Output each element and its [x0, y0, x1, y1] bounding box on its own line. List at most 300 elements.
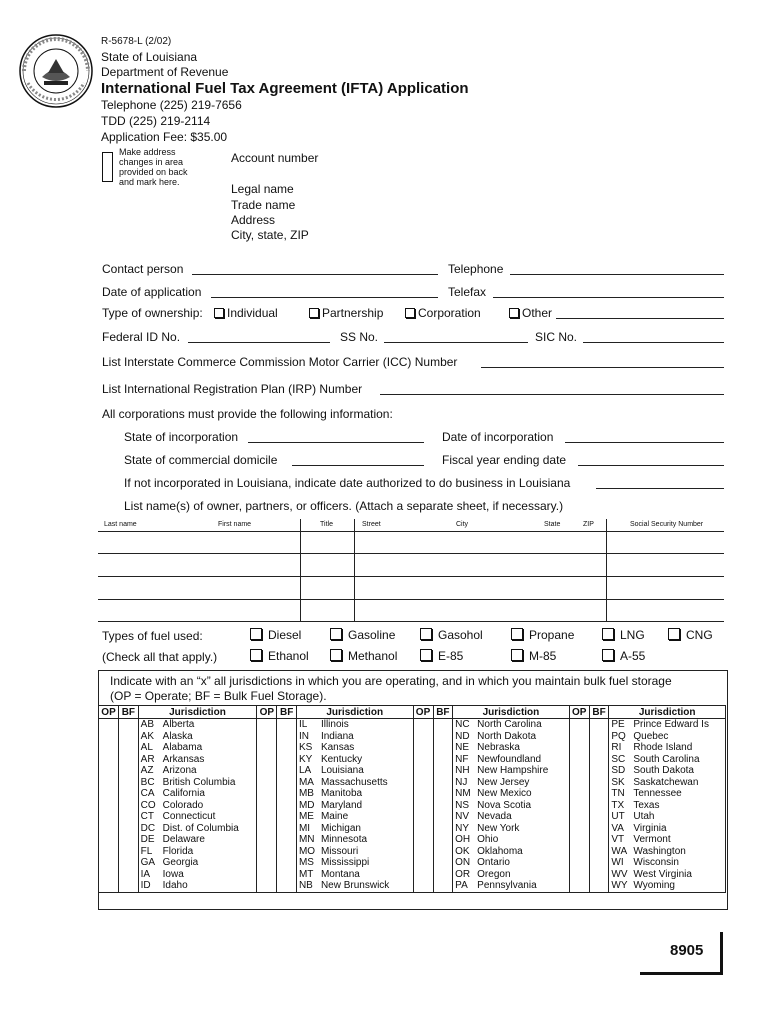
telephone-field[interactable] [510, 260, 724, 275]
bf-cell[interactable] [589, 719, 609, 731]
state-of-domicile-field[interactable] [292, 451, 424, 466]
bf-cell[interactable] [277, 742, 297, 754]
jurisdiction-row [99, 869, 726, 881]
jurisdiction-cell [138, 869, 257, 881]
jurisdiction-cell [138, 754, 257, 766]
op-cell[interactable] [257, 811, 277, 823]
op-cell[interactable] [569, 788, 589, 800]
op-cell[interactable] [99, 719, 119, 731]
jurisdiction-code: ND [455, 730, 470, 742]
bf-cell[interactable] [277, 880, 297, 892]
op-cell[interactable] [257, 788, 277, 800]
bf-cell[interactable] [277, 811, 297, 823]
jurisdiction-name: Kentucky [320, 753, 363, 765]
owner-header-first-name: First name [218, 521, 252, 528]
bf-cell[interactable] [589, 765, 609, 777]
op-cell[interactable] [413, 869, 433, 881]
op-cell[interactable] [569, 731, 589, 743]
jurisdiction-name: Newfoundland [477, 753, 542, 765]
bf-header: BF [433, 706, 453, 719]
bf-cell[interactable] [277, 823, 297, 835]
date-of-application-label: Date of application [102, 285, 202, 299]
jurisdiction-name: Missouri [320, 845, 359, 857]
op-cell[interactable] [413, 811, 433, 823]
jurisdiction-code: OH [455, 834, 471, 845]
op-cell[interactable] [257, 765, 277, 777]
bf-cell[interactable] [119, 719, 139, 731]
jurisdictions-instruction-1: Indicate with an “x” all jurisdictions in which you are operating, and in which you maintain bulk fuel storage [110, 674, 672, 688]
op-cell[interactable] [257, 869, 277, 881]
owner-header-street: Street [362, 521, 381, 528]
op-cell[interactable] [99, 811, 119, 823]
bf-cell[interactable] [433, 834, 453, 846]
fuel-types-label: Types of fuel used: [102, 629, 203, 643]
jurisdiction-header: Jurisdiction [453, 706, 570, 719]
op-cell[interactable] [569, 754, 589, 766]
form-title: International Fuel Tax Agreement (IFTA) Application [101, 80, 469, 97]
op-cell[interactable] [99, 869, 119, 881]
jurisdiction-row [99, 788, 726, 800]
diesel-checkbox[interactable] [250, 628, 262, 640]
op-cell[interactable] [413, 880, 433, 892]
jurisdiction-code: DE [140, 834, 155, 845]
bf-cell[interactable] [589, 777, 609, 789]
op-cell[interactable] [413, 765, 433, 777]
jurisdiction-name: North Carolina [477, 719, 542, 730]
corner-mark [640, 972, 723, 975]
jurisdiction-code: VA [611, 822, 624, 834]
jurisdiction-cell [296, 731, 413, 743]
op-cell[interactable] [257, 880, 277, 892]
owner-row-1[interactable] [98, 532, 724, 553]
jurisdiction-code: AR [140, 753, 155, 765]
op-cell[interactable] [257, 823, 277, 835]
fiscal-year-field[interactable] [578, 451, 724, 466]
m85-checkbox[interactable] [511, 649, 523, 661]
jurisdiction-code: ID [140, 880, 151, 891]
jurisdiction-code: TN [611, 788, 625, 799]
jurisdiction-row [99, 765, 726, 777]
propane-checkbox[interactable] [511, 628, 523, 640]
op-cell[interactable] [257, 800, 277, 812]
jurisdiction-name: Vermont [633, 834, 671, 845]
jurisdiction-code: SK [611, 776, 625, 788]
op-cell[interactable] [257, 719, 277, 731]
jurisdiction-name: Wyoming [633, 880, 675, 891]
jurisdiction-name: Tennessee [633, 788, 682, 799]
application-fee: Application Fee: $35.00 [101, 130, 228, 144]
bf-cell[interactable] [433, 754, 453, 766]
form-code: 8905 [670, 942, 704, 959]
state-of-incorporation-label: State of incorporation [124, 430, 239, 444]
jurisdiction-code: OK [455, 845, 470, 857]
jurisdiction-name: New York [477, 822, 520, 834]
federal-id-field[interactable] [188, 328, 330, 343]
jurisdiction-code: UT [611, 811, 625, 822]
bf-cell[interactable] [119, 788, 139, 800]
jurisdiction-cell [453, 754, 570, 766]
address-change-checkbox[interactable] [102, 152, 113, 182]
jurisdiction-code: AZ [140, 765, 154, 776]
jurisdiction-row [99, 846, 726, 858]
op-cell[interactable] [413, 731, 433, 743]
op-cell[interactable] [99, 788, 119, 800]
bf-cell[interactable] [119, 823, 139, 835]
bf-cell[interactable] [277, 777, 297, 789]
contact-person-label: Contact person [102, 262, 184, 276]
jurisdiction-cell [609, 823, 726, 835]
jurisdiction-name: Prince Edward Is [633, 719, 709, 730]
jurisdiction-name: Iowa [162, 868, 184, 880]
bf-cell[interactable] [433, 765, 453, 777]
jurisdiction-code: NJ [455, 776, 468, 788]
fuel-diesel-option[interactable]: Diesel [250, 628, 301, 642]
bf-cell[interactable] [277, 719, 297, 731]
op-cell[interactable] [413, 777, 433, 789]
jurisdiction-cell [138, 857, 257, 869]
jurisdiction-code: TX [611, 799, 625, 811]
bf-cell[interactable] [433, 857, 453, 869]
op-cell[interactable] [99, 777, 119, 789]
op-cell[interactable] [99, 800, 119, 812]
not-incorporated-label: If not incorporated in Louisiana, indicate date authorized to do business in Louisiana [124, 476, 571, 490]
bf-cell[interactable] [119, 834, 139, 846]
jurisdiction-name: Kansas [320, 742, 355, 753]
jurisdiction-code: IA [140, 868, 151, 880]
jurisdiction-code: LA [298, 765, 312, 776]
jurisdiction-name: Maine [320, 811, 349, 822]
jurisdiction-name: Manitoba [320, 788, 363, 799]
gasoline-checkbox[interactable] [330, 628, 342, 640]
jurisdiction-cell [138, 834, 257, 846]
fuel-a55-option[interactable]: A-55 [602, 649, 645, 663]
jurisdiction-cell [138, 800, 257, 812]
op-cell[interactable] [569, 742, 589, 754]
bf-cell[interactable] [277, 731, 297, 743]
bf-cell[interactable] [277, 754, 297, 766]
ownership-other-field[interactable] [556, 304, 724, 319]
sic-no-field[interactable] [583, 328, 724, 343]
methanol-checkbox[interactable] [330, 649, 342, 661]
jurisdiction-name: Illinois [320, 719, 349, 730]
jurisdiction-code: AL [140, 742, 153, 753]
op-cell[interactable] [257, 834, 277, 846]
jurisdiction-code: BC [140, 776, 155, 788]
op-cell[interactable] [569, 834, 589, 846]
jurisdiction-cell [138, 742, 257, 754]
jurisdiction-name: Alberta [162, 719, 195, 730]
contact-person-field[interactable] [192, 260, 438, 275]
jurisdiction-row [99, 754, 726, 766]
op-cell[interactable] [257, 777, 277, 789]
op-cell[interactable] [569, 823, 589, 835]
jurisdiction-cell [138, 823, 257, 835]
bf-cell[interactable] [277, 800, 297, 812]
ss-no-field[interactable] [384, 328, 528, 343]
bf-cell[interactable] [119, 731, 139, 743]
jurisdiction-name: Michigan [320, 822, 361, 834]
bf-cell[interactable] [433, 846, 453, 858]
fiscal-year-label: Fiscal year ending date [442, 453, 567, 467]
op-cell[interactable] [99, 742, 119, 754]
bf-cell[interactable] [277, 788, 297, 800]
fuel-gasoline-option[interactable]: Gasoline [330, 628, 395, 642]
corporation-checkbox[interactable] [405, 308, 415, 318]
op-cell[interactable] [569, 800, 589, 812]
bf-cell[interactable] [589, 742, 609, 754]
jurisdiction-code: CA [140, 788, 155, 799]
individual-checkbox[interactable] [214, 308, 224, 318]
op-cell[interactable] [257, 742, 277, 754]
bf-cell[interactable] [589, 857, 609, 869]
bf-cell[interactable] [589, 823, 609, 835]
fuel-m85-option[interactable]: M-85 [511, 649, 556, 663]
jurisdiction-name: Ontario [477, 857, 510, 868]
jurisdiction-row [99, 800, 726, 812]
type-of-ownership-label: Type of ownership: [102, 306, 203, 320]
telephone-label: Telephone [448, 262, 504, 276]
date-of-incorporation-field[interactable] [565, 428, 724, 443]
bf-cell[interactable] [119, 857, 139, 869]
ethanol-checkbox[interactable] [250, 649, 262, 661]
op-cell[interactable] [413, 823, 433, 835]
jurisdiction-cell [453, 857, 570, 869]
bf-cell[interactable] [589, 834, 609, 846]
jurisdiction-code: KS [298, 742, 313, 753]
jurisdiction-cell [453, 880, 570, 892]
not-incorporated-date-field[interactable] [596, 474, 724, 489]
sic-no-label: SIC No. [535, 330, 578, 344]
ownership-individual-option[interactable]: Individual [214, 306, 278, 320]
fuel-propane-option[interactable]: Propane [511, 628, 574, 642]
icc-number-field[interactable] [481, 353, 724, 368]
bf-cell[interactable] [589, 880, 609, 892]
legal-name-label: Legal name [231, 182, 294, 196]
bf-cell[interactable] [119, 742, 139, 754]
bf-cell[interactable] [589, 731, 609, 743]
op-cell[interactable] [99, 765, 119, 777]
op-cell[interactable] [413, 857, 433, 869]
bf-cell[interactable] [119, 869, 139, 881]
op-cell[interactable] [413, 788, 433, 800]
bf-cell[interactable] [589, 811, 609, 823]
partnership-checkbox[interactable] [309, 308, 319, 318]
bf-cell[interactable] [433, 788, 453, 800]
op-cell[interactable] [257, 857, 277, 869]
owner-row-3[interactable] [98, 577, 724, 599]
jurisdiction-code: MA [298, 776, 314, 788]
address-label: Address [231, 213, 276, 227]
fuel-methanol-option[interactable]: Methanol [330, 649, 397, 663]
jurisdiction-name: New Mexico [477, 788, 532, 799]
telefax-field[interactable] [493, 283, 724, 298]
op-cell[interactable] [569, 846, 589, 858]
jurisdiction-code: NY [455, 822, 470, 834]
jurisdiction-name: Ohio [477, 834, 499, 845]
jurisdiction-name: New Jersey [477, 776, 530, 788]
jurisdiction-row [99, 777, 726, 789]
jurisdiction-cell [296, 754, 413, 766]
op-cell[interactable] [569, 811, 589, 823]
fuel-cng-option[interactable]: CNG [668, 628, 713, 642]
jurisdiction-header: Jurisdiction [609, 706, 726, 719]
bf-cell[interactable] [277, 846, 297, 858]
owner-header-title: Title [320, 521, 333, 528]
bf-cell[interactable] [277, 857, 297, 869]
owner-row-2[interactable] [98, 554, 724, 576]
jurisdiction-name: Nova Scotia [477, 799, 532, 811]
e85-checkbox[interactable] [420, 649, 432, 661]
jurisdiction-code: NH [455, 765, 470, 776]
jurisdiction-code: SD [611, 765, 626, 776]
bf-cell[interactable] [119, 811, 139, 823]
cng-checkbox[interactable] [668, 628, 680, 640]
bf-cell[interactable] [433, 742, 453, 754]
op-cell[interactable] [413, 800, 433, 812]
jurisdiction-name: Wisconsin [633, 857, 679, 868]
bf-cell[interactable] [433, 869, 453, 881]
jurisdiction-name: Nebraska [477, 742, 520, 753]
fuel-ethanol-option[interactable]: Ethanol [250, 649, 309, 663]
jurisdiction-name: Oklahoma [477, 845, 523, 857]
bf-cell[interactable] [589, 800, 609, 812]
irp-number-label: List International Registration Plan (IRP) Number [102, 382, 363, 396]
ownership-partnership-option[interactable]: Partnership [309, 306, 383, 320]
jurisdiction-code: NE [455, 742, 470, 753]
bf-cell[interactable] [433, 719, 453, 731]
op-cell[interactable] [569, 719, 589, 731]
jurisdiction-code: MN [298, 834, 315, 845]
other-checkbox[interactable] [509, 308, 519, 318]
jurisdiction-cell [609, 777, 726, 789]
fuel-e85-option[interactable]: E-85 [420, 649, 463, 663]
op-cell[interactable] [413, 846, 433, 858]
jurisdiction-cell [296, 788, 413, 800]
jurisdiction-name: Texas [633, 799, 660, 811]
bf-cell[interactable] [119, 765, 139, 777]
op-cell[interactable] [569, 880, 589, 892]
date-of-application-field[interactable] [211, 283, 438, 298]
owner-header-city: City [456, 521, 469, 528]
bf-cell[interactable] [119, 846, 139, 858]
bf-cell[interactable] [433, 777, 453, 789]
jurisdiction-code: PQ [611, 730, 626, 742]
lng-checkbox[interactable] [602, 628, 614, 640]
jurisdiction-code: PA [455, 880, 468, 891]
jurisdiction-row [99, 731, 726, 743]
op-cell[interactable] [99, 857, 119, 869]
jurisdiction-cell [453, 823, 570, 835]
op-cell[interactable] [413, 742, 433, 754]
op-cell[interactable] [99, 823, 119, 835]
corner-mark [720, 932, 723, 974]
op-cell[interactable] [569, 869, 589, 881]
owner-header-state: State [544, 521, 561, 528]
bf-cell[interactable] [589, 754, 609, 766]
jurisdiction-code: CO [140, 799, 156, 811]
fuel-gasohol-option[interactable]: Gasohol [420, 628, 483, 642]
jurisdiction-code: NC [455, 719, 470, 730]
op-cell[interactable] [569, 777, 589, 789]
jurisdiction-name: Virginia [633, 822, 667, 834]
address-change-note: Make address changes in area provided on back and mark here. [119, 147, 188, 187]
bf-cell[interactable] [589, 788, 609, 800]
jurisdiction-cell [453, 800, 570, 812]
jurisdiction-code: FL [140, 845, 153, 857]
bf-cell[interactable] [277, 869, 297, 881]
fuel-lng-option[interactable]: LNG [602, 628, 645, 642]
op-cell[interactable] [99, 880, 119, 892]
bf-cell[interactable] [277, 765, 297, 777]
jurisdiction-code: OR [455, 868, 471, 880]
owner-row-4[interactable] [98, 600, 724, 621]
ownership-other-option[interactable]: Other [509, 306, 552, 320]
jurisdiction-code: MT [298, 868, 314, 880]
op-cell[interactable] [99, 834, 119, 846]
a55-checkbox[interactable] [602, 649, 614, 661]
jurisdiction-name: Maryland [320, 799, 363, 811]
bf-cell[interactable] [119, 777, 139, 789]
op-cell[interactable] [413, 719, 433, 731]
bf-cell[interactable] [119, 800, 139, 812]
op-cell[interactable] [569, 857, 589, 869]
bf-cell[interactable] [433, 823, 453, 835]
jurisdiction-cell [609, 765, 726, 777]
owner-table [98, 519, 724, 623]
jurisdiction-cell [609, 834, 726, 846]
state-of-incorporation-field[interactable] [248, 428, 424, 443]
op-cell[interactable] [99, 754, 119, 766]
owner-header-zip: ZIP [583, 521, 594, 528]
op-cell[interactable] [99, 846, 119, 858]
gasohol-checkbox[interactable] [420, 628, 432, 640]
jurisdiction-code: MS [298, 857, 314, 868]
icc-number-label: List Interstate Commerce Commission Motor Carrier (ICC) Number [102, 355, 458, 369]
bf-cell[interactable] [119, 754, 139, 766]
op-cell[interactable] [257, 754, 277, 766]
op-cell[interactable] [413, 834, 433, 846]
bf-header: BF [119, 706, 139, 719]
jurisdictions-table [98, 705, 726, 893]
op-cell[interactable] [257, 846, 277, 858]
bf-cell[interactable] [277, 834, 297, 846]
jurisdiction-cell [138, 777, 257, 789]
op-cell[interactable] [413, 754, 433, 766]
jurisdiction-code: MD [298, 799, 315, 811]
jurisdiction-name: Minnesota [320, 834, 368, 845]
bf-cell[interactable] [589, 846, 609, 858]
bf-cell[interactable] [433, 731, 453, 743]
op-cell[interactable] [569, 765, 589, 777]
bf-cell[interactable] [433, 800, 453, 812]
jurisdiction-cell [609, 788, 726, 800]
irp-number-field[interactable] [380, 380, 724, 395]
bf-cell[interactable] [433, 880, 453, 892]
bf-cell[interactable] [589, 869, 609, 881]
jurisdiction-name: Indiana [320, 730, 354, 742]
bf-cell[interactable] [433, 811, 453, 823]
bf-cell[interactable] [119, 880, 139, 892]
jurisdiction-row [99, 742, 726, 754]
jurisdiction-name: New Brunswick [320, 880, 390, 891]
owner-header-last-name: Last name [104, 521, 137, 528]
jurisdiction-name: California [162, 788, 205, 799]
op-cell[interactable] [257, 731, 277, 743]
op-cell[interactable] [99, 731, 119, 743]
jurisdiction-name: Arkansas [162, 753, 205, 765]
jurisdiction-name: Florida [162, 845, 194, 857]
ownership-corporation-option[interactable]: Corporation [405, 306, 481, 320]
